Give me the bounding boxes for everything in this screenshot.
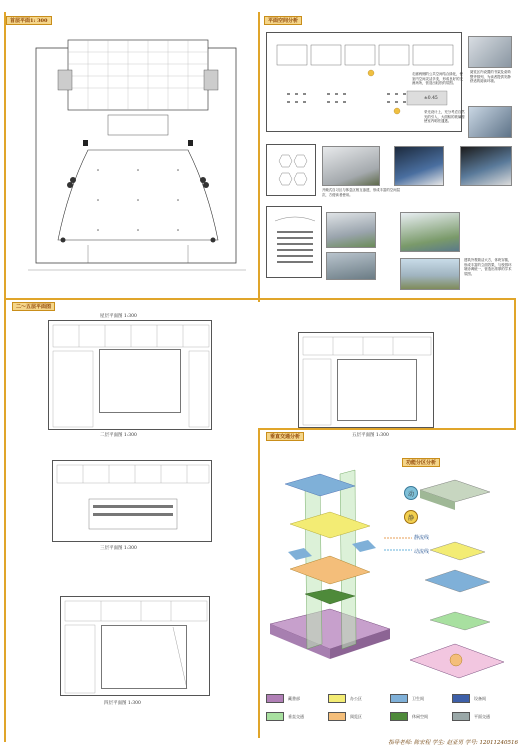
legend-label: 垂直交通 (288, 714, 304, 719)
legend-label: 办公区 (350, 696, 362, 701)
frame-top-left (4, 12, 6, 742)
plan-analysis-tag: 平面空间分析 (264, 16, 302, 25)
dynamic-char: 动 (408, 491, 415, 498)
plan3-caption: 三层平面图 1:300 (100, 546, 137, 551)
note-5: 建筑外观简洁大方，体块穿插，形成丰富的立面效果，与校园环境协调统一，营造出浓厚的学术氛围。 (464, 258, 512, 276)
footer-credits: 指导老师: 陈宏程 学生: 赵亚男 学号: 12011240516 (388, 740, 518, 746)
frame-right-vertical (514, 298, 516, 428)
legend-swatch (452, 694, 470, 703)
static-char: 静 (408, 515, 415, 522)
dynamic-flow-label: 动流线 (414, 549, 430, 555)
legend-label: 平面交通 (474, 714, 490, 719)
lecture-hall-plan (266, 206, 322, 278)
fifth-floor-plan (298, 332, 434, 428)
ground-floor-tag: 首层平面1: 300 (6, 16, 52, 25)
frame-mid-vertical (258, 12, 260, 302)
note-4: 开敞式自习区与休息区相互渗透，形成丰富的空间层次，方便读者使用。 (322, 188, 400, 197)
frame-mid-horizontal (4, 298, 516, 300)
plan5-caption: 五层平面图 1:300 (352, 433, 389, 438)
legend-swatch (452, 712, 470, 721)
flow-lines (384, 532, 424, 552)
corridor-photo (394, 146, 444, 186)
legend-swatch (328, 694, 346, 703)
interior-photo-2 (468, 106, 512, 138)
legend-swatch (266, 712, 284, 721)
vertical-circulation-diagram (260, 444, 400, 684)
legend-swatch (266, 694, 284, 703)
static-flow-label: 静流线 (414, 535, 430, 541)
ground-floor-plan (28, 30, 246, 276)
legend-label: 藏書部 (288, 696, 300, 701)
legend-label: 休闲空间 (412, 714, 428, 719)
note-2: 走廊两侧的公共空间结合绿化，使室内空间灵活多变，形成良好的交流场所，营造出轻松的氛围。 (412, 72, 463, 86)
interior-photo-1 (468, 36, 512, 68)
top-floor-plan (48, 320, 212, 430)
note-3: 采光设计上，充分考虑自然光的引入，大面积的玻璃窗使室内明亮通透。 (424, 110, 465, 124)
legend-swatch (390, 712, 408, 721)
aerial-photo (400, 212, 460, 252)
legend-label: 设备间 (474, 696, 486, 701)
exterior-photo-1 (326, 252, 376, 280)
reading-area-plan (266, 144, 316, 196)
functional-zoning-tag: 功能分区分析 (402, 458, 440, 467)
third-floor-plan (52, 460, 212, 542)
top-plan-caption: 屋层平面图 1:300 (100, 314, 137, 319)
elevation-mark: ±0.45 (424, 96, 438, 101)
street-view-photo (400, 258, 460, 290)
legend-label: 阅览区 (350, 714, 362, 719)
lecture-hall-photo (326, 212, 376, 248)
floors-tag: 二～五层平面图 (12, 302, 55, 311)
functional-zoning-diagram (400, 470, 514, 685)
legend-label: 卫生间 (412, 696, 424, 701)
vertical-circulation-tag: 垂直交通分析 (266, 432, 304, 441)
plan4-caption: 四层平面图 1:300 (104, 701, 141, 706)
reading-room-photo (322, 146, 380, 186)
legend-swatch (390, 694, 408, 703)
fourth-floor-plan (60, 596, 210, 696)
lobby-photo (460, 146, 512, 186)
plan2-caption: 二层平面图 1:300 (100, 433, 137, 438)
legend-swatch (328, 712, 346, 721)
note-1: 阅览区内设置的书架及桌椅整齐排列，为读者提供安静舒适的阅读环境。 (470, 70, 511, 84)
